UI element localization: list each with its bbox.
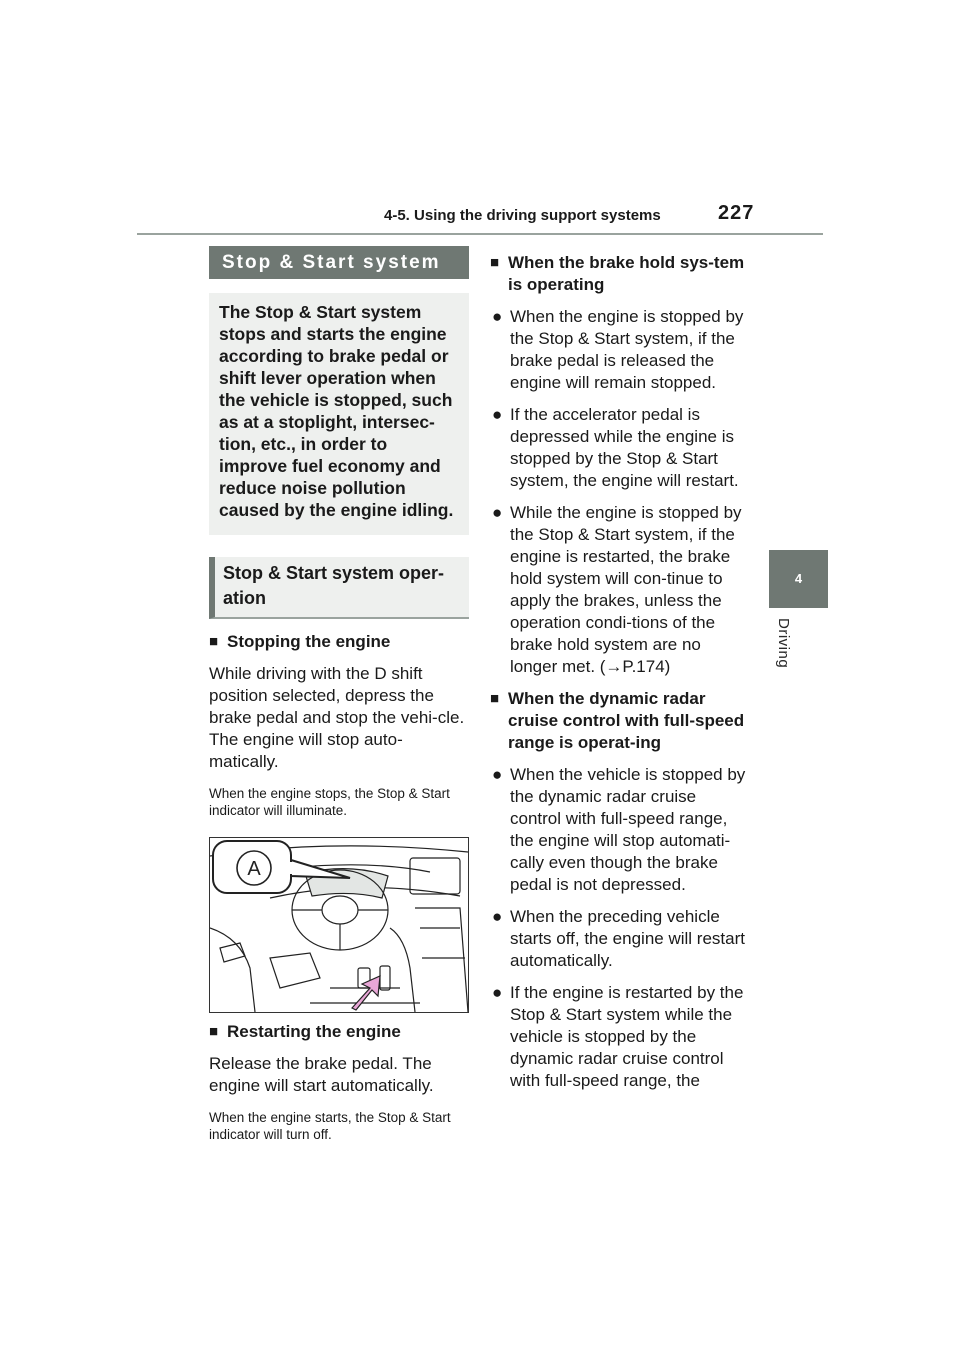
right-column <box>490 252 750 1092</box>
section-title: 4-5. Using the driving support systems <box>384 207 661 224</box>
bullet-icon: ● <box>492 503 503 522</box>
restarting-heading <box>209 1021 469 1043</box>
radar-heading-text: When the dynamic radar cruise control with full-speed range is operat-ing <box>508 689 745 752</box>
brake-hold-heading-text: When the brake hold sys-tem is operating <box>508 253 745 294</box>
header-divider <box>137 233 823 235</box>
bullet-icon: ● <box>492 405 503 424</box>
section-heading: Stop & Start system <box>209 246 469 279</box>
car-interior-illustration-icon <box>210 838 468 1012</box>
car-interior-figure <box>209 837 469 1013</box>
bullet-icon: ● <box>492 983 503 1002</box>
restarting-text: Release the brake pedal. The engine will start automatically. <box>209 1054 434 1095</box>
bullet-icon: ● <box>492 307 503 326</box>
list-item: ● If the engine is restarted by the Stop & Start system while the vehicle is stopped by the dynamic radar cruise control with full-speed range, the <box>492 983 744 1090</box>
stopping-heading <box>209 631 469 653</box>
left-column <box>209 246 469 1143</box>
intro-box: The Stop & Start system stops and starts the engine according to brake pedal or shift lever operation when the vehicle is stopped, such as at a stoplight, intersec-tion, etc., in order to improve fuel economy and reduce noise pollution caused by the engine idling. <box>209 293 469 535</box>
stopping-heading-text: Stopping the engine <box>227 632 391 651</box>
stopping-text: While driving with the D shift position selected, depress the brake pedal and stop the vehi-cle. The engine will stop auto-matically. <box>209 664 465 771</box>
list-item: ● When the vehicle is stopped by the dynamic radar cruise control with full-speed range, the engine will stop automati-cally even though the brake pedal is not depressed. <box>492 765 746 894</box>
page-number: 227 <box>718 202 755 224</box>
square-bullet-icon: ■ <box>209 633 219 650</box>
brake-hold-heading <box>490 252 750 296</box>
pedal-pointer-arrow-icon <box>352 976 380 1010</box>
list-item: ● While the engine is stopped by the Stop & Start system, if the engine is restarted, the brake hold system will con-tinue to apply the brakes, unless the operation condi-tions of the brake hold system are no longer met. (→P.174) <box>492 503 742 676</box>
square-bullet-icon: ■ <box>209 1023 219 1040</box>
list-item: ● When the engine is stopped by the Stop & Start system, if the brake pedal is released the engine will remain stopped. <box>492 307 744 392</box>
chapter-label: Driving <box>775 618 792 669</box>
restarting-heading-text: Restarting the engine <box>227 1022 401 1041</box>
restarting-note: When the engine starts, the Stop & Start indicator will turn off. <box>209 1110 451 1142</box>
square-bullet-icon: ■ <box>490 254 500 271</box>
subheading-box: Stop & Start system oper-ation <box>209 557 469 619</box>
list-item: ● If the accelerator pedal is depressed while the engine is stopped by the Stop & Start system, the engine will restart. <box>492 405 739 490</box>
callout-label: A <box>247 858 261 880</box>
radar-heading <box>490 688 750 754</box>
bullet-icon: ● <box>492 907 503 926</box>
stopping-note: When the engine stops, the Stop & Start indicator will illuminate. <box>209 786 450 818</box>
chapter-tab: 4 <box>769 550 828 608</box>
list-item: ● When the preceding vehicle starts off, the engine will restart automatically. <box>492 907 745 970</box>
bullet-icon: ● <box>492 765 503 784</box>
square-bullet-icon: ■ <box>490 690 500 707</box>
